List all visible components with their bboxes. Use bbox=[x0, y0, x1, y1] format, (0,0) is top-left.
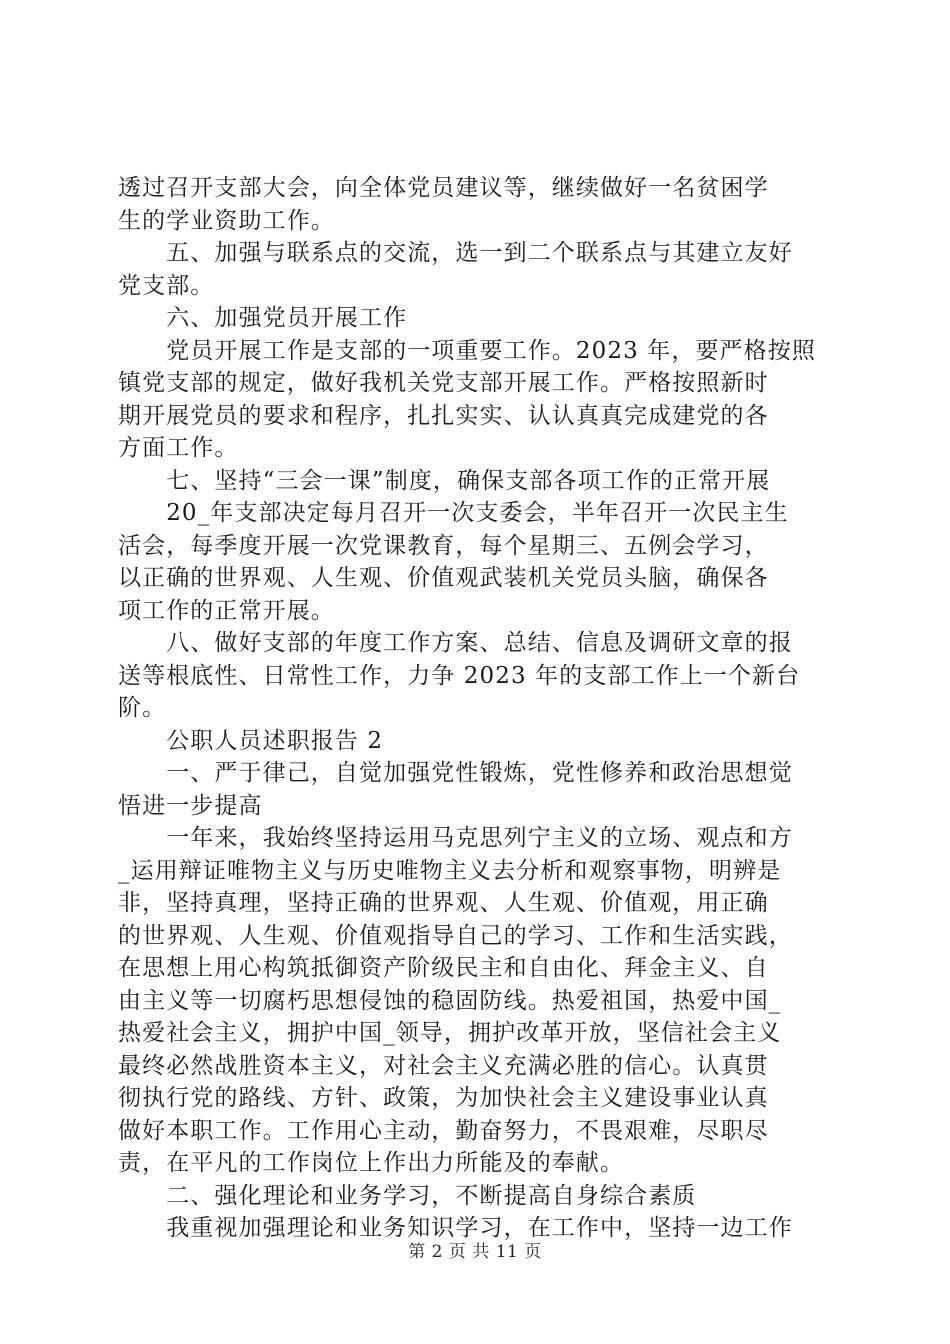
paragraph-section-8: 八、做好支部的年度工作方案、总结、信息及调研文章的报 送等根底性、日常性工作，力争 2023 年的支部工作上一个新台 阶。 bbox=[118, 630, 801, 721]
paragraph-continuation: 透过召开支部大会，向全体党员建议等，继续做好一名贫困学 生的学业资助工作。 bbox=[118, 175, 769, 234]
paragraph-section-6-body: 党员开展工作是支部的一项重要工作。2023 年，要严格按照 镇党支部的规定，做好我机关党支部开展工作。严格按照新时 期开展党员的要求和程序，扎扎实实、认认真真完成建党的各 方面工作。 bbox=[118, 337, 816, 461]
paragraph-section-7-body: 20_年支部决定每月召开一次支委会，半年召开一次民主生 活会，每季度开展一次党课教育，每个星期三、五例会学习， 以正确的世界观、人生观、价值观武装机关党员头脑，确保各 项工作的正常开展。 bbox=[118, 500, 789, 624]
paragraph-section-5: 五、加强与联系点的交流，选一到二个联系点与其建立友好 党支部。 bbox=[118, 240, 793, 299]
heading-part-2: 二、强化理论和业务学习，不断提高自身综合素质 bbox=[118, 1182, 697, 1209]
heading-section-7: 七、坚持“三会一课”制度，确保支部各项工作的正常开展 bbox=[118, 467, 771, 494]
paragraph-part-1-body: 一年来，我始终坚持运用马克思列宁主义的立场、观点和方 _运用辩证唯物主义与历史唯物主义去分析和观察事物，明辨是 非，坚持真理，坚持正确的世界观、人生观、价值观，用正确 的世界观、人生观、价值观指导自己的学习、工作和生活实践， 在思想上用心构筑抵御资产阶级民主和自由化、拜金主义、自 由主义等一切腐朽思想侵蚀的稳固防线。热爱祖国，热爱中国_ 热爱社会主义，拥护中国_领导，拥护改革开放，坚信社会主义 最终必然战胜资本主义，对社会主义充满必胜的信心。认真贯 彻执行党的路线、方针、政策，为加快社会主义建设事业认真 做好本职工作。工作用心主动，勤奋努力，不畏艰难，尽职尽 责，在平凡的工作岗位上作出力所能及的奉献。 bbox=[118, 825, 793, 1176]
page-number-footer: 第 2 页 共 11 页 bbox=[408, 1242, 542, 1262]
heading-section-6: 六、加强党员开展工作 bbox=[118, 305, 408, 331]
paragraph-part-2-body: 我重视加强理论和业务知识学习，在工作中，坚持一边工作 bbox=[118, 1215, 793, 1241]
heading-part-1: 一、严于律己，自觉加强党性锻炼，党性修养和政治思想觉 悟进一步提高 bbox=[118, 760, 793, 819]
report-title: 公职人员述职报告 2 bbox=[118, 727, 384, 754]
document-body bbox=[118, 172, 838, 1245]
